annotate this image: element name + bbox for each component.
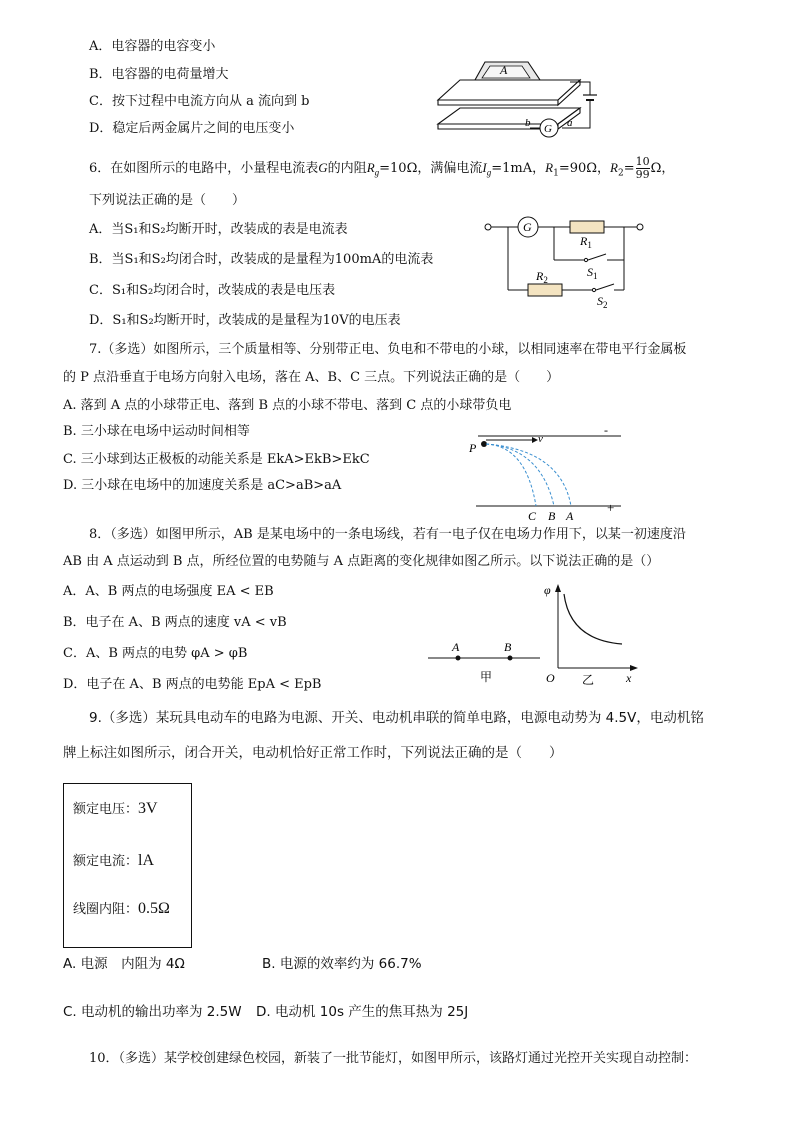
q8-option-b: B．电子在 A、B 两点的速度 vA < vB [63,615,287,630]
q7-stem-line2: 的 P 点沿垂直于电场方向射入电场，落在 A、B、C 三点。下列说法正确的是（ ） [63,370,560,385]
q9-stem-line2: 牌上标注如图所示，闭合开关，电动机恰好正常工作时，下列说法正确的是（ ） [63,745,563,761]
q8-option-c: C．A、B 两点的电势 φA > φB [63,646,248,661]
q6-option-b: B．当S₁和S₂均闭合时，改装成的是量程为100mA的电流表 [89,252,434,267]
q8-label-O: O [546,671,555,685]
q7-plates-figure [466,424,626,524]
q8-option-d: D．电子在 A、B 两点的电势能 EpA < EpB [63,677,322,692]
q6-r2-label: $R_2$ [536,269,548,285]
q8-label-phi: φ [544,583,551,597]
q5-option-d: D．稳定后两金属片之间的电压变小 [89,121,295,136]
q9-option-d: D. 电动机 10s 产生的焦耳热为 25J [256,1004,469,1020]
q8-label-B: B [504,640,512,654]
q5-option-b: B．电容器的电荷量增大 [89,67,229,82]
q7-label-A: A [566,509,574,523]
q9-rated-current: 额定电流：lA [73,852,155,869]
q6-s2-label: $S_2$ [597,294,608,310]
q8-label-x: x [626,671,632,685]
q6-stem-line1: 6．在如图所示的电路中，小量程电流表G的内阻$R_g=10\Omega$，满偏电流$I_g=1mA$，$R_1=90\Omega$，$R_2=$ $\frac{10}{99}$ Ω， [89,155,675,181]
q5-label-a: a [567,117,573,129]
q8-field-line-figure [424,636,544,686]
q8-label-yi: 乙 [582,673,595,687]
q6-s1-label: $S_1$ [587,265,598,281]
q8-potential-graph [540,580,640,690]
q9-option-b: B. 电源的效率约为 66.7% [262,956,422,972]
q6-circuit-figure [482,210,652,310]
q6-stem-line2: 下列说法正确的是（ ） [89,193,246,208]
q8-stem-line2: AB 由 A 点运动到 B 点，所经位置的电势随与 A 点距离的变化规律如图乙所示。以下说法正确的是（） [63,554,660,569]
q7-label-C: C [528,509,537,523]
q6-option-c: C．S₁和S₂均闭合时，改装成的表是电压表 [89,283,336,298]
q8-label-A: A [452,640,460,654]
q6-option-d: D．S₁和S₂均断开时，改装成的是量程为10V的电压表 [89,313,401,328]
q7-option-b: B. 三小球在电场中运动时间相等 [63,424,250,439]
q7-stem-line1: 7.（多选）如图所示，三个质量相等、分别带正电、负电和不带电的小球，以相同速率在带电平行金属板 [89,342,687,357]
q10-stem-line1: 10．（多选）某学校创建绿色校园，新装了一批节能灯，如图甲所示，该路灯通过光控开关实现自动控制： [89,1051,698,1066]
q8-stem-line1: 8．（多选）如图甲所示，AB 是某电场中的一条电场线，若有一电子仅在电场力作用下，以某一初速度沿 [89,527,686,542]
q7-label-B: B [548,509,556,523]
q9-option-c: C. 电动机的输出功率为 2.5W [63,1004,242,1020]
q7-label-v: v [538,433,543,445]
q7-option-c: C. 三小球到达正极板的动能关系是 EkA>EkB>EkC [63,452,370,467]
q7-label-P: P [469,441,477,455]
q8-option-a: A．A、B 两点的电场强度 EA < EB [63,584,274,599]
q8-label-jia: 甲 [480,670,493,684]
q6-galvanometer-label: G [523,220,532,234]
q7-option-d: D. 三小球在电场中的加速度关系是 aC>aB>aA [63,478,342,493]
q6-option-a: A．当S₁和S₂均断开时，改装成的表是电流表 [89,222,348,237]
q9-rated-voltage: 额定电压：3V [73,800,158,817]
q5-label-A: A [500,63,508,77]
q5-option-a: A．电容器的电容变小 [89,39,216,54]
q5-galvanometer-label: G [544,123,552,135]
q9-stem-line1: 9.（多选）某玩具电动车的电路为电源、开关、电动机串联的简单电路，电源电动势为 4.5V，电动机铭 [89,710,704,726]
q9-motor-nameplate [63,783,192,948]
q5-capacitor-figure [430,50,610,140]
q6-r1-label: $R_1$ [580,234,592,250]
q9-coil-resistance: 线圈内阻：0.5Ω [73,900,170,917]
q9-option-a: A. 电源 内阻为 4Ω [63,956,185,972]
q5-label-b: b [525,117,531,129]
q7-option-a: A. 落到 A 点的小球带正电、落到 B 点的小球不带电、落到 C 点的小球带负电 [63,398,512,413]
q7-minus-label: - [604,424,608,437]
q5-option-c: C．按下过程中电流方向从 a 流向到 b [89,94,310,109]
q7-plus-label: + [607,500,615,515]
